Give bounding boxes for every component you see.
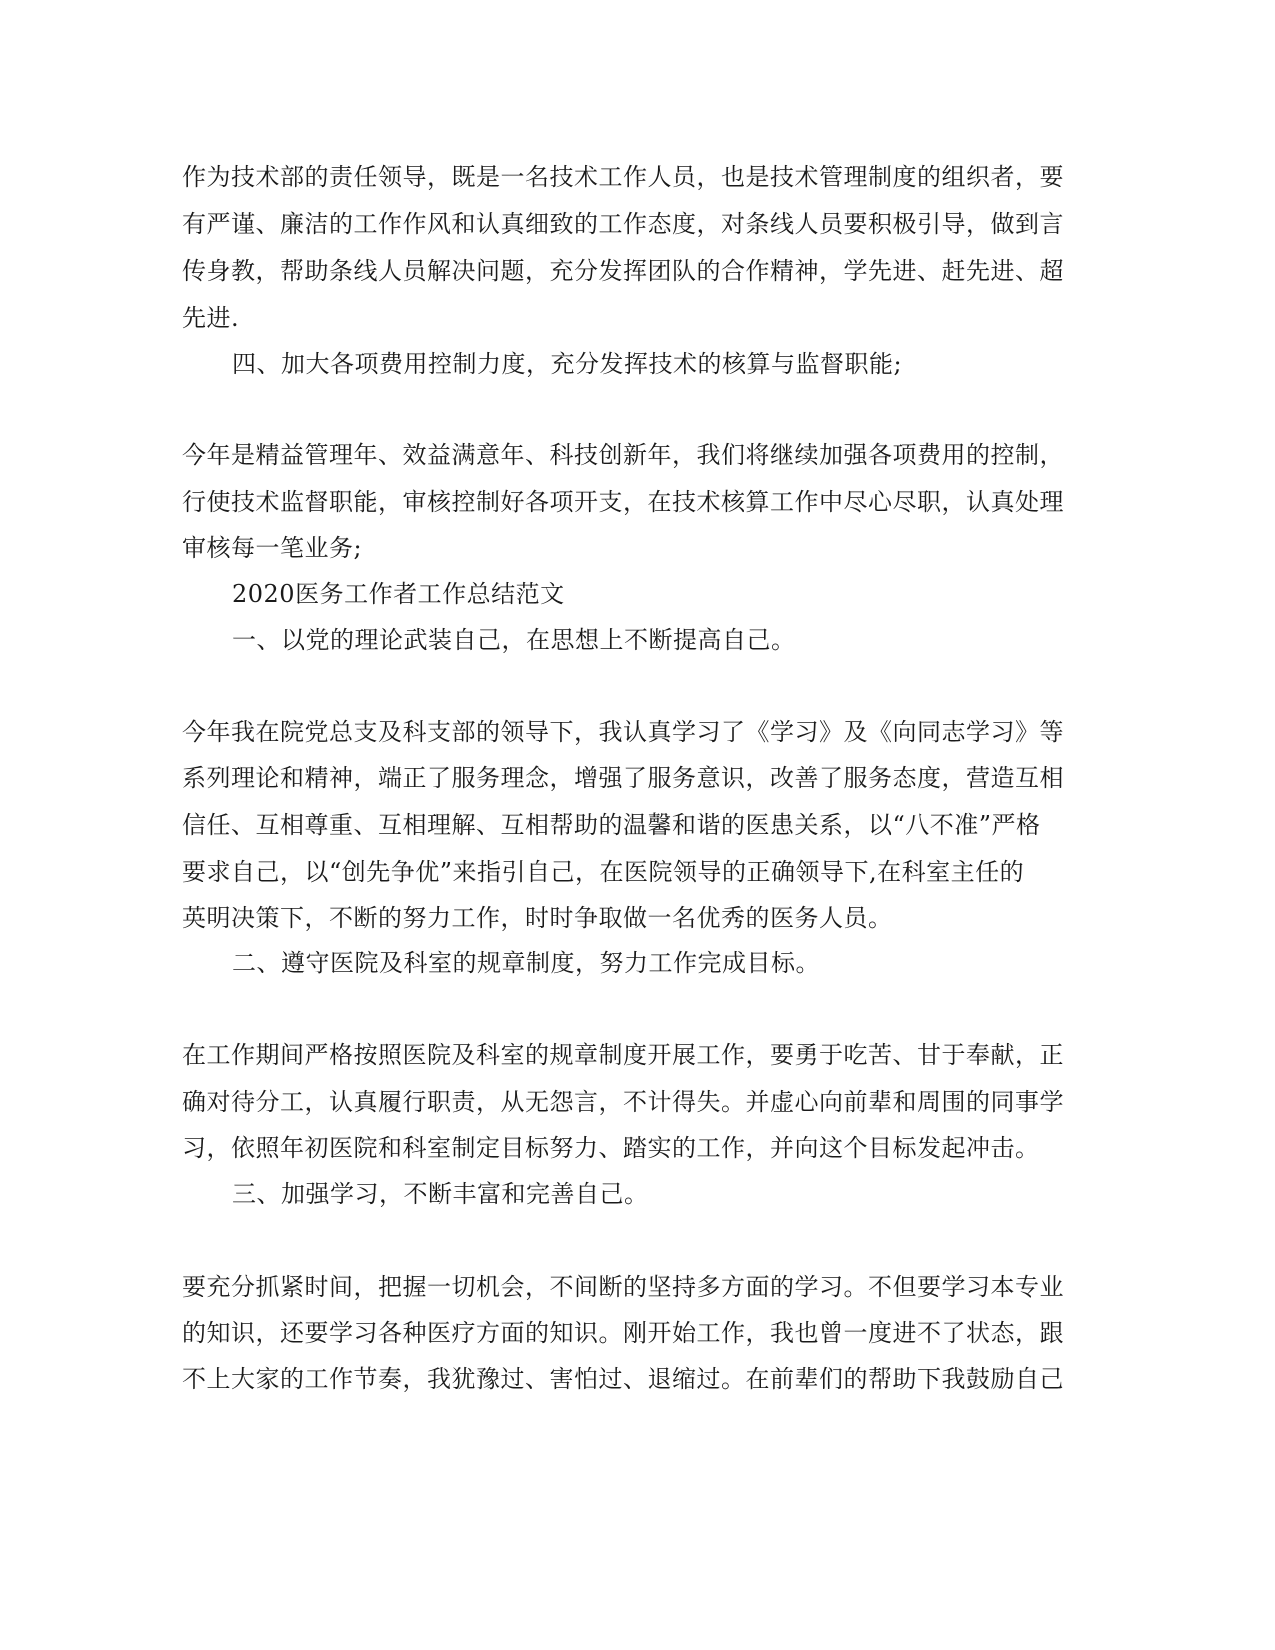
body-text-line: 审核每一笔业务;: [182, 534, 363, 562]
body-text-line: 确对待分工，认真履行职责，从无怨言，不计得失。并虚心向前辈和周围的同事学: [182, 1088, 1064, 1116]
body-text-line: 今年我在院党总支及科支部的领导下，我认真学习了《学习》及《向同志学习》等: [182, 718, 1064, 746]
body-text-line: 系列理论和精神，端正了服务理念，增强了服务意识，改善了服务态度，营造互相: [182, 764, 1064, 792]
body-text-line: 在工作期间严格按照医院及科室的规章制度开展工作，要勇于吃苦、甘于奉献，正: [182, 1041, 1064, 1069]
body-text-line: 的知识，还要学习各种医疗方面的知识。刚开始工作，我也曾一度进不了状态，跟: [182, 1319, 1064, 1347]
body-text-line: 今年是精益管理年、效益满意年、科技创新年，我们将继续加强各项费用的控制，: [182, 441, 1064, 469]
body-text-line: 先进.: [182, 304, 240, 332]
body-text-line: 有严谨、廉洁的工作作风和认真细致的工作态度，对条线人员要积极引导，做到言: [182, 210, 1064, 238]
body-text-line: 行使技术监督职能，审核控制好各项开支，在技术核算工作中尽心尽职，认真处理: [182, 488, 1064, 516]
body-text-line: 要求自己，以“创先争优”来指引自己，在医院领导的正确领导下,在科室主任的: [182, 858, 1025, 886]
document-title: 2020医务工作者工作总结范文: [232, 580, 565, 608]
body-text-line: 习，依照年初医院和科室制定目标努力、踏实的工作，并向这个目标发起冲击。: [182, 1134, 1040, 1162]
section-heading-1: 一、以党的理论武装自己，在思想上不断提高自己。: [232, 626, 796, 654]
section-heading-2: 二、遵守医院及科室的规章制度，努力工作完成目标。: [232, 949, 820, 977]
section-heading-3: 三、加强学习，不断丰富和完善自己。: [232, 1180, 649, 1208]
body-text-line: 不上大家的工作节奏，我犹豫过、害怕过、退缩过。在前辈们的帮助下我鼓励自己: [182, 1365, 1064, 1393]
section-heading-4: 四、加大各项费用控制力度，充分发挥技术的核算与监督职能;: [232, 350, 903, 378]
body-text-line: 要充分抓紧时间，把握一切机会，不间断的坚持多方面的学习。不但要学习本专业: [182, 1273, 1064, 1301]
body-text-line: 作为技术部的责任领导，既是一名技术工作人员，也是技术管理制度的组织者，要: [182, 163, 1064, 191]
body-text-line: 信任、互相尊重、互相理解、互相帮助的温馨和谐的医患关系，以“八不准”严格: [182, 811, 1041, 839]
body-text-line: 英明决策下，不断的努力工作，时时争取做一名优秀的医务人员。: [182, 904, 893, 932]
body-text-line: 传身教，帮助条线人员解决问题，充分发挥团队的合作精神，学先进、赶先进、超: [182, 257, 1064, 285]
